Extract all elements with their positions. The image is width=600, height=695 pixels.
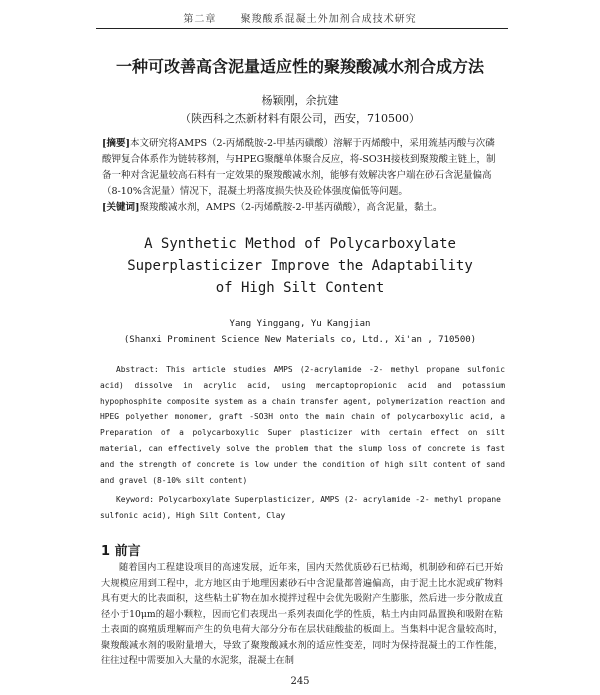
authors-cn: 杨颖刚，余抗建 (261, 94, 339, 107)
section-body (101, 560, 503, 669)
keywords-cn-text: 聚羧酸减水剂，AMPS（2-丙烯酰胺-2-甲基丙磺酸），高含泥量，黏土。 (139, 202, 443, 213)
abstract-en-label: Abstract: (116, 365, 159, 374)
affiliation-en: (Shanxi Prominent Science New Materials co, Ltd., Xi'an , 710500) (123, 335, 477, 345)
abstract-cn-label: [摘要] (102, 138, 130, 149)
title-cn: 一种可改善高含泥量适应性的聚羧酸减水剂合成方法 (115, 57, 484, 76)
keywords-cn (102, 200, 502, 216)
keywords-en (100, 492, 505, 524)
keywords-en-text: Polycarboxylate Superplasticizer, AMPS (2- acrylamide -2- methyl propane sulfonic acid), High Silt Content, Clay (100, 495, 501, 520)
keywords-en-label: Keyword: (116, 495, 155, 504)
section-heading: 1 前言 (101, 544, 141, 559)
affiliation-cn: （陕西科之杰新材料有限公司，西安，710500） (180, 112, 420, 125)
running-head-book-title: 聚羧酸系混凝土外加剂合成技术研究 (240, 14, 417, 25)
abstract-cn-text: 本文研究将AMPS（2-丙烯酰胺-2-甲基丙磺酸）溶解于丙烯酸中，采用巯基丙酸与次磷酸钾复合体系作为链转移剂，与HPEG聚醚单体聚合反应，将-SO3H接枝到聚羧酸主链上，制备一种对含泥量较高石料有一定效果的聚羧酸减水剂，能够有效解决客户端在砂石含泥量偏高（8-10%含泥量）情况下，混凝土坍落度损失快及砼体强度偏低等问题。 (102, 138, 496, 197)
authors-en: Yang Yinggang, Yu Kangjian (229, 319, 371, 329)
title-en-line-2: Superplasticizer Improve the Adaptability (127, 258, 473, 274)
title-en-line-1: A Synthetic Method of Polycarboxylate (144, 236, 456, 252)
title-en-line-3: of High Silt Content (215, 280, 385, 296)
page-number: 245 (290, 676, 310, 687)
header-rule (96, 28, 508, 29)
running-head-chapter: 第二章 (183, 14, 217, 25)
abstract-cn-block (102, 136, 502, 216)
abstract-en (100, 362, 505, 488)
section-paragraph: 随着国内工程建设项目的高速发展，近年来，国内天然优质砂石已枯竭，机制砂和碎石已开始大规模应用到工程中，北方地区由于地理因素砂石中含泥量都普遍偏高，由于泥土比水泥或矿物料具有更大的比表面积，这些粘土矿物在加水搅拌过程中会优先吸附产生膨胀，然后进一步分散成直径小于10μm的超小颗粒，因而它们表现出一系列表面化学的性质，粘土内由同晶置换和吸附在粘土表面的腐殖质理解而产生的负电荷大部分分布在层状硅酸盐的板面上。当集料中泥含量较高时，聚羧酸减水剂的吸附量增大，导致了聚羧酸减水剂的适应性变差，同时为保持混凝土的工作性能，往往过程中需要加入大量的水泥浆，混凝土在制 (101, 562, 503, 666)
running-head (0, 10, 600, 25)
keywords-cn-label: [关键词] (102, 202, 140, 213)
abstract-en-text: This article studies AMPS (2-acrylamide -2- methyl propane sulfonic acid) dissolve in acrylic acid, using mercaptopropionic acid and potassium hypophosphite composite system as a chain transfer agent, polymerization reaction and HPEG polyether monomer, graft -SO3H onto the main chain of polycarboxylic acid, a Preparation of a polycarboxylic Super plasticizer with certain effect on silt material, can effectively solve the problem that the slump loss of concrete is fast and the strength of concrete is low under the condition of high silt content of sand and gravel (8-10% silt content) (100, 365, 505, 485)
title-en (0, 233, 600, 299)
abstract-cn (102, 136, 502, 200)
